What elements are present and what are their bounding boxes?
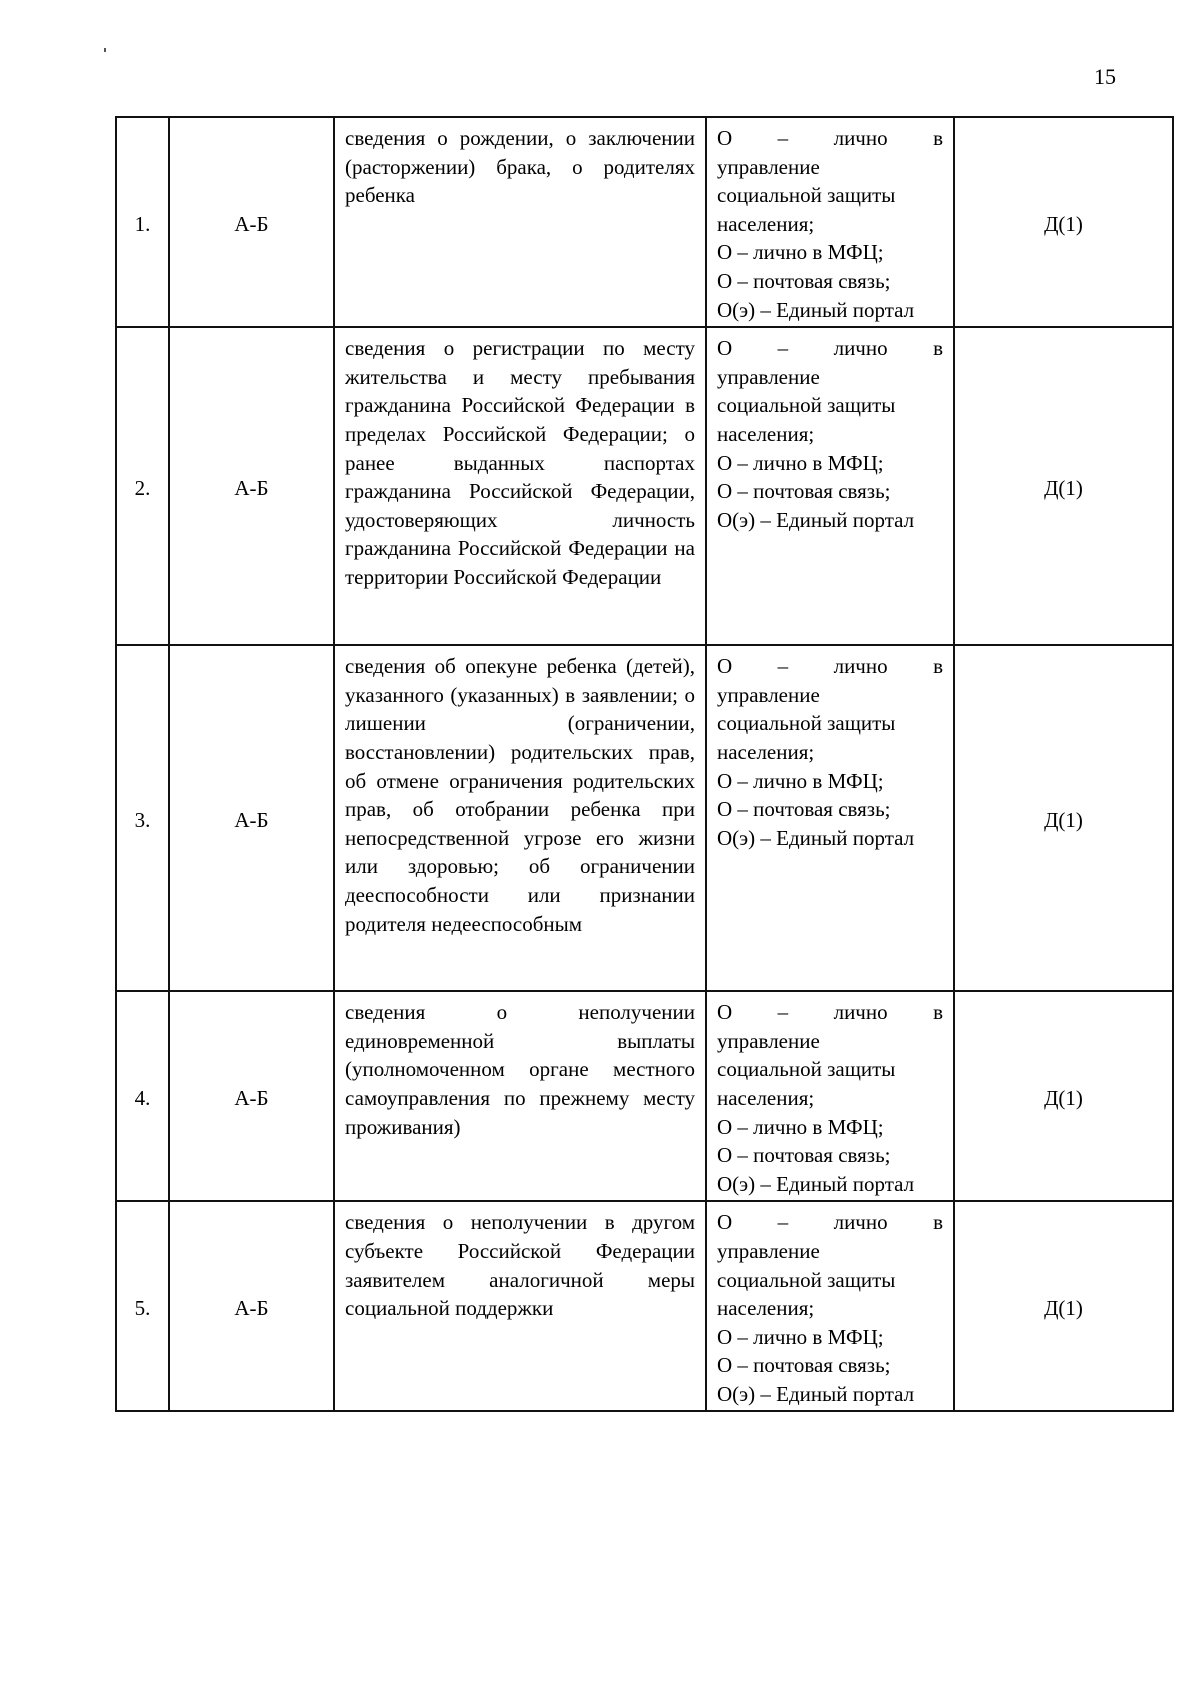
method-line: управление	[717, 1238, 820, 1263]
method-line: управление	[717, 682, 820, 707]
row-code: А-Б	[169, 327, 334, 645]
method-line: населения;	[717, 421, 815, 446]
method-line: О – лично в МФЦ;	[717, 450, 884, 475]
row-method	[706, 645, 954, 991]
method-line: управление	[717, 1028, 820, 1053]
table-row	[116, 327, 1173, 645]
method-line: О – лично в МФЦ;	[717, 240, 884, 265]
method-line: О – лично в МФЦ;	[717, 768, 884, 793]
method-line: управление	[717, 364, 820, 389]
row-type: Д(1)	[954, 327, 1173, 645]
method-line: О – лично в	[717, 1210, 943, 1235]
row-code: А-Б	[169, 1201, 334, 1411]
method-line: населения;	[717, 1296, 815, 1321]
row-info: сведения об опекуне ребенка (детей), указанного (указанных) в заявлении; о лишении (ограничении, восстановлении) родительских прав, об отмене ограничения родительских прав, об отобрании ребенка при непосредственной угрозе его жизни или здоровью; об ограничении дееспособности или признании родителя недееспособным	[334, 645, 706, 991]
method-line: О(э) – Единый портал	[717, 1171, 915, 1196]
row-code: А-Б	[169, 117, 334, 327]
method-line: социальной защиты	[717, 393, 896, 418]
method-line: О(э) – Единый портал	[717, 825, 915, 850]
method-line: О(э) – Единый портал	[717, 507, 915, 532]
row-info: сведения о неполучении в другом субъекте Российской Федерации заявителем аналогичной меры социальной поддержки	[334, 1201, 706, 1411]
row-method	[706, 991, 954, 1201]
table-row	[116, 117, 1173, 327]
row-number: 1.	[116, 117, 169, 327]
row-number: 3.	[116, 645, 169, 991]
row-info: сведения о рождении, о заключении (расторжении) брака, о родителях ребенка	[334, 117, 706, 327]
method-line: О – лично в МФЦ;	[717, 1324, 884, 1349]
method-line: О – почтовая связь;	[717, 1143, 891, 1168]
scan-mark	[104, 48, 106, 52]
method-line: социальной защиты	[717, 1267, 896, 1292]
method-line: О(э) – Единый портал	[717, 1381, 915, 1406]
row-number: 5.	[116, 1201, 169, 1411]
method-line: управление	[717, 154, 820, 179]
method-line: О – лично в	[717, 1000, 943, 1025]
method-line: О – почтовая связь;	[717, 479, 891, 504]
table-row	[116, 991, 1173, 1201]
page-number: 15	[1094, 64, 1116, 89]
method-line: О – лично в	[717, 126, 943, 150]
row-code: А-Б	[169, 645, 334, 991]
method-line: О(э) – Единый портал	[717, 297, 915, 322]
table-row	[116, 645, 1173, 991]
row-info: сведения о неполучении единовременной выплаты (уполномоченном органе местного самоуправления по прежнему месту проживания)	[334, 991, 706, 1201]
row-info: сведения о регистрации по месту жительства и месту пребывания гражданина Российской Федерации в пределах Российской Федерации; о ранее выданных паспортах гражданина Российской Федерации, удостоверяющих личность гражданина Российской Федерации на территории Российской Федерации	[334, 327, 706, 645]
method-line: социальной защиты	[717, 1057, 896, 1082]
method-line: О – лично в	[717, 654, 943, 679]
row-type: Д(1)	[954, 117, 1173, 327]
method-line: О – почтовая связь;	[717, 268, 891, 293]
row-method	[706, 327, 954, 645]
document-table	[115, 116, 1174, 1412]
method-line: О – лично в МФЦ;	[717, 1114, 884, 1139]
method-line: О – лично в	[717, 336, 943, 361]
method-line: населения;	[717, 211, 815, 236]
row-type: Д(1)	[954, 645, 1173, 991]
row-number: 2.	[116, 327, 169, 645]
row-type: Д(1)	[954, 1201, 1173, 1411]
method-line: О – почтовая связь;	[717, 1353, 891, 1378]
row-method	[706, 117, 954, 327]
method-line: населения;	[717, 739, 815, 764]
row-method	[706, 1201, 954, 1411]
row-number: 4.	[116, 991, 169, 1201]
method-line: социальной защиты	[717, 183, 896, 208]
method-line: О – почтовая связь;	[717, 797, 891, 822]
row-code: А-Б	[169, 991, 334, 1201]
table-row	[116, 1201, 1173, 1411]
method-line: населения;	[717, 1085, 815, 1110]
method-line: социальной защиты	[717, 711, 896, 736]
row-type: Д(1)	[954, 991, 1173, 1201]
